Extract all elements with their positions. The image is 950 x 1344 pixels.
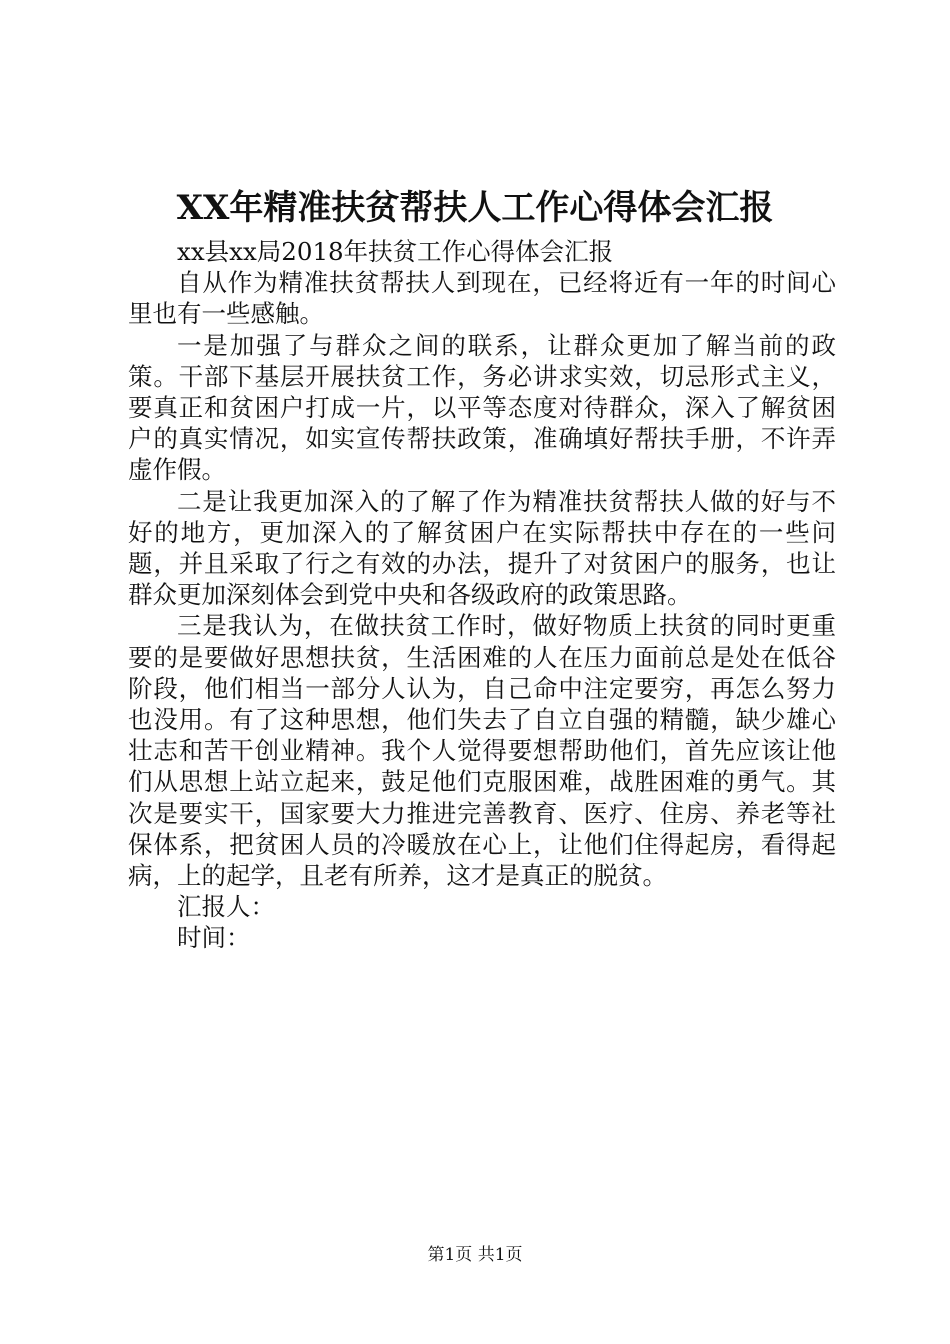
page-number: 第1页 共1页 xyxy=(427,1245,523,1265)
point-one-paragraph: 一是加强了与群众之间的联系，让群众更加了解当前的政策。干部下基层开展扶贫工作，务必讲求实效，切忌形式主义，要真正和贫困户打成一片，以平等态度对待群众，深入了解贫困户的真实情况，如实宣传帮扶政策，准确填好帮扶手册，不许弄虚作假。 xyxy=(128,330,836,485)
intro-paragraph: 自从作为精准扶贫帮扶人到现在，已经将近有一年的时间心里也有一些感触。 xyxy=(128,268,836,329)
date-line: 时间： xyxy=(177,923,251,953)
document-body xyxy=(128,236,836,954)
reporter-line: 汇报人： xyxy=(177,892,275,922)
subtitle-paragraph: xx县xx局2018年扶贫工作心得体会汇报 xyxy=(177,237,614,266)
point-two-paragraph: 二是让我更加深入的了解了作为精准扶贫帮扶人做的好与不好的地方，更加深入的了解贫困户在实际帮扶中存在的一些问题，并且采取了行之有效的办法，提升了对贫困户的服务，也让群众更加深刻体会到党中央和各级政府的政策思路。 xyxy=(128,486,836,610)
point-three-paragraph: 三是我认为，在做扶贫工作时，做好物质上扶贫的同时更重要的是要做好思想扶贫，生活困难的人在压力面前总是处在低谷阶段，他们相当一部分人认为，自己命中注定要穷，再怎么努力也没用。有了这种思想，他们失去了自立自强的精髓，缺少雄心壮志和苦干创业精神。我个人觉得要想帮助他们，首先应该让他们从思想上站立起来，鼓足他们克服困难，战胜困难的勇气。其次是要实干，国家要大力推进完善教育、医疗、住房、养老等社保体系，把贫困人员的冷暖放在心上，让他们住得起房，看得起病，上的起学，且老有所养，这才是真正的脱贫。 xyxy=(128,611,836,891)
document-title: XX年精准扶贫帮扶人工作心得体会汇报 xyxy=(176,188,774,228)
